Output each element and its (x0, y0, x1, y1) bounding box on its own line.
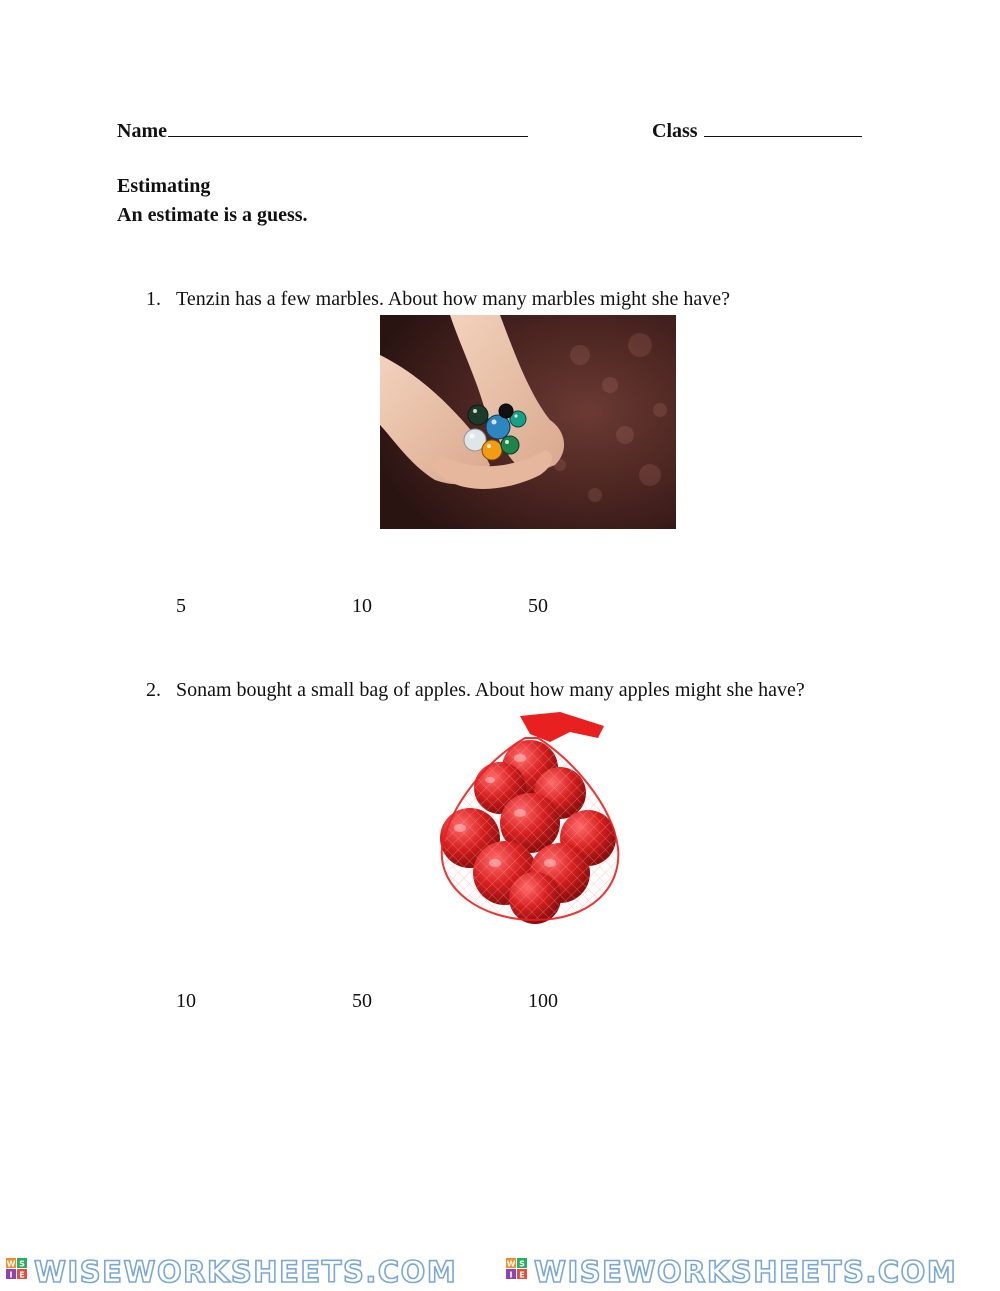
marbles-in-hands-photo (380, 315, 676, 529)
svg-text:S: S (19, 1259, 25, 1269)
svg-text:E: E (19, 1270, 25, 1280)
svg-text:I: I (509, 1270, 513, 1280)
svg-text:W: W (506, 1259, 516, 1269)
name-blank-line[interactable] (168, 118, 528, 137)
question-2-text: Sonam bought a small bag of apples. About how many apples might she have? (176, 679, 805, 701)
apples-in-mesh-bag-photo (430, 708, 630, 928)
name-label: Name (117, 120, 167, 142)
question-1-number: 1. (146, 288, 161, 310)
worksheet-title: Estimating (117, 175, 211, 197)
wiseworksheets-footer-banner (0, 1252, 1000, 1291)
class-field-row (652, 118, 862, 143)
svg-text:S: S (519, 1259, 525, 1269)
svg-text:E: E (519, 1270, 525, 1280)
question-1-option-2[interactable]: 10 (352, 595, 372, 617)
svg-text:I: I (9, 1270, 13, 1280)
question-2-option-1[interactable]: 10 (176, 990, 196, 1012)
question-1-text: Tenzin has a few marbles. About how many marbles might she have? (176, 288, 731, 310)
wiseworksheets-logo-icon-2 (506, 1258, 527, 1280)
class-label: Class (652, 120, 698, 142)
wiseworksheets-logo-icon (6, 1258, 27, 1280)
question-2-option-2[interactable]: 50 (352, 990, 372, 1012)
question-1-option-3[interactable]: 50 (528, 595, 548, 617)
svg-text:W: W (6, 1259, 16, 1269)
class-blank-line[interactable] (704, 118, 862, 137)
footer-brand-text: WISEWORKSHEETS.COM (34, 1255, 458, 1289)
name-field-row (117, 118, 528, 143)
question-2-option-3[interactable]: 100 (528, 990, 558, 1012)
footer-brand-text-2: WISEWORKSHEETS.COM (534, 1255, 958, 1289)
question-2-number: 2. (146, 679, 161, 701)
estimate-definition: An estimate is a guess. (117, 204, 308, 226)
question-1-option-1[interactable]: 5 (176, 595, 186, 617)
